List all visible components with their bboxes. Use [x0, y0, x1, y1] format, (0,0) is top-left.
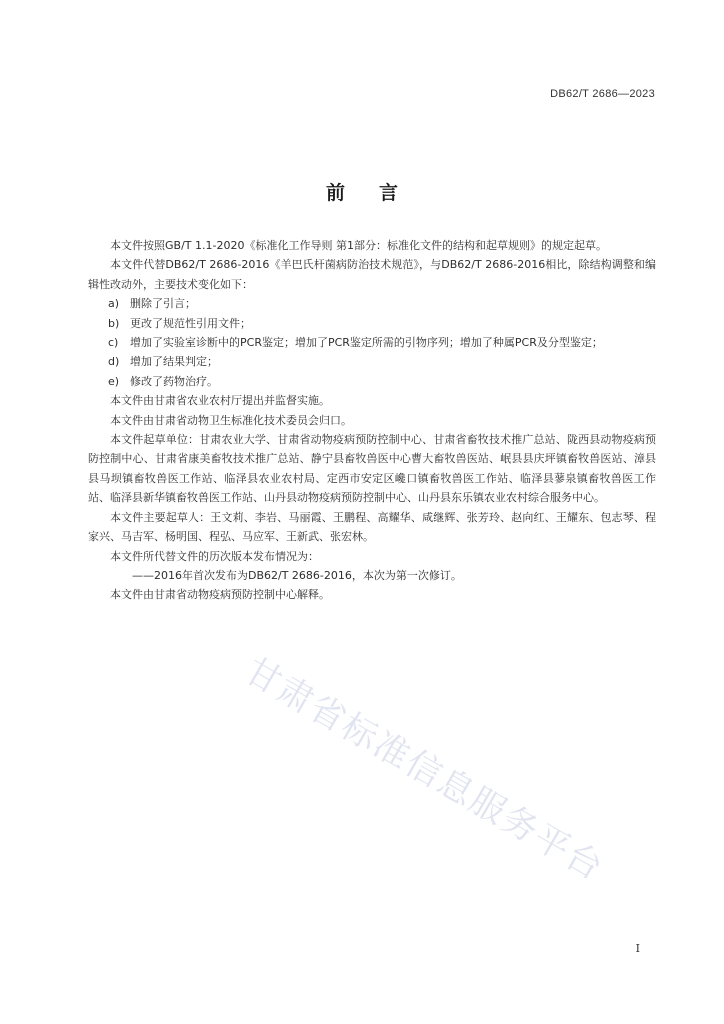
paragraph-drafting-rules: 本文件按照GB/T 1.1-2020《标准化工作导则 第1部分：标准化文件的结构和起草规则》的规定起草。 — [110, 239, 607, 252]
list-marker: d) — [108, 355, 120, 369]
list-marker: c) — [108, 336, 119, 350]
list-marker: a) — [108, 297, 120, 311]
list-item-text: 更改了规范性引用文件； — [130, 316, 251, 330]
page-number: I — [635, 942, 640, 955]
paragraph-interpretation: 本文件由甘肃省动物疫病预防控制中心解释。 — [110, 588, 330, 602]
list-item — [88, 314, 656, 333]
paragraph-proposer: 本文件由甘肃省农业农村厅提出并监督实施。 — [110, 394, 330, 408]
list-marker: b) — [108, 316, 120, 330]
foreword-body — [88, 236, 656, 605]
list-item-text: 修改了药物治疗。 — [130, 374, 218, 388]
paragraph-centralized-unit: 本文件由甘肃省动物卫生标准化技术委员会归口。 — [110, 413, 352, 427]
paragraph-drafters: 本文件主要起草人：王文莉、李岩、马丽霞、王鹏程、高耀华、咸继辉、张芳玲、赵向红、王耀东、包志琴、程家兴、马吉军、杨明国、程弘、马应军、王新武、张宏林。 — [88, 510, 656, 544]
list-marker: e) — [108, 374, 120, 388]
list-item-text: 删除了引言； — [130, 297, 196, 311]
list-item — [88, 372, 656, 391]
paragraph-replacement: 本文件代替DB62/T 2686-2016《羊巴氏杆菌病防治技术规范》，与DB62/T 2686-2016相比，除结构调整和编辑性改动外，主要技术变化如下： — [88, 258, 656, 291]
document-code: DB62/T 2686—2023 — [550, 88, 655, 100]
paragraph-history-entry: ——2016年首次发布为DB62/T 2686-2016，本次为第一次修订。 — [132, 568, 462, 582]
list-item — [88, 352, 656, 371]
paragraph-drafting-units: 本文件起草单位：甘肃农业大学、甘肃省动物疫病预防控制中心、甘肃省畜牧技术推广总站、陇西县动物疫病预防控制中心、甘肃省康美畜牧技术推广总站、静宁县畜牧兽医中心曹大畜牧兽医站、岷县县庆坪镇畜牧兽医站、漳县县马坝镇畜牧兽医工作站、临泽县农业农村局、定西市安定区巉口镇畜牧兽医工作站、临泽县蓼泉镇畜牧兽医工作站、临泽县新华镇畜牧兽医工作站、山丹县动物疫病预防控制中心、山丹县东乐镇农业农村综合服务中心。 — [88, 433, 656, 505]
watermark: 甘肃省标准信息服务平台 — [238, 650, 611, 890]
page-title: 前言 — [325, 182, 432, 204]
paragraph-version-history: 本文件所代替文件的历次版本发布情况为： — [110, 549, 319, 563]
list-item-text: 增加了实验室诊断中的PCR鉴定；增加了PCR鉴定所需的引物序列；增加了种属PCR及分型鉴定； — [130, 336, 603, 350]
list-item — [88, 333, 656, 352]
list-item — [88, 294, 656, 313]
list-item-text: 增加了结果判定； — [130, 355, 218, 369]
